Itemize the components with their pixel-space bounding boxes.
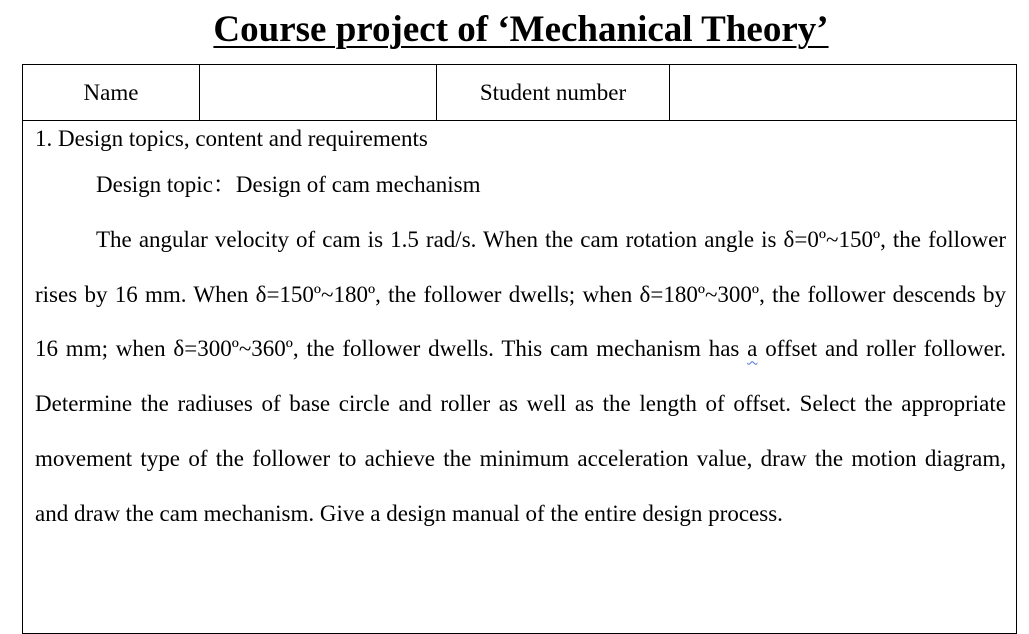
student-number-label: Student number xyxy=(479,80,627,105)
spellcheck-flagged-word[interactable]: a xyxy=(747,336,758,362)
requirements-paragraph xyxy=(35,213,1006,541)
table-row-divider xyxy=(23,120,1016,121)
student-number-field[interactable] xyxy=(670,66,1016,120)
design-topic-line: Design topic：Design of cam mechanism xyxy=(96,172,481,197)
name-label: Name xyxy=(83,80,139,105)
name-field[interactable] xyxy=(200,66,436,120)
section-heading: 1. Design topics, content and requirements xyxy=(35,126,428,151)
document-title: Course project of ‘Mechanical Theory’ xyxy=(213,9,829,50)
project-form-table xyxy=(22,64,1017,634)
paragraph-text-start: The angular velocity of cam is 1.5 rad/s. When the cam rotation angle is δ=0º~150º, the follower rises by 16 mm. When δ=150º~180º, the follower dwells; when δ=180º~300º, the follower descends by 16 mm; when δ=300º~360º, the follower dwells. This cam mechanism has xyxy=(35,227,1006,362)
paragraph-text-end: offset and roller follower. Determine the radiuses of base circle and roller as well as the length of offset. Select the appropriate movement type of the follower to achieve the minimum acceleration value, draw the motion diagram, and draw the cam mechanism. Give a design manual of the entire design process. xyxy=(35,336,1006,526)
